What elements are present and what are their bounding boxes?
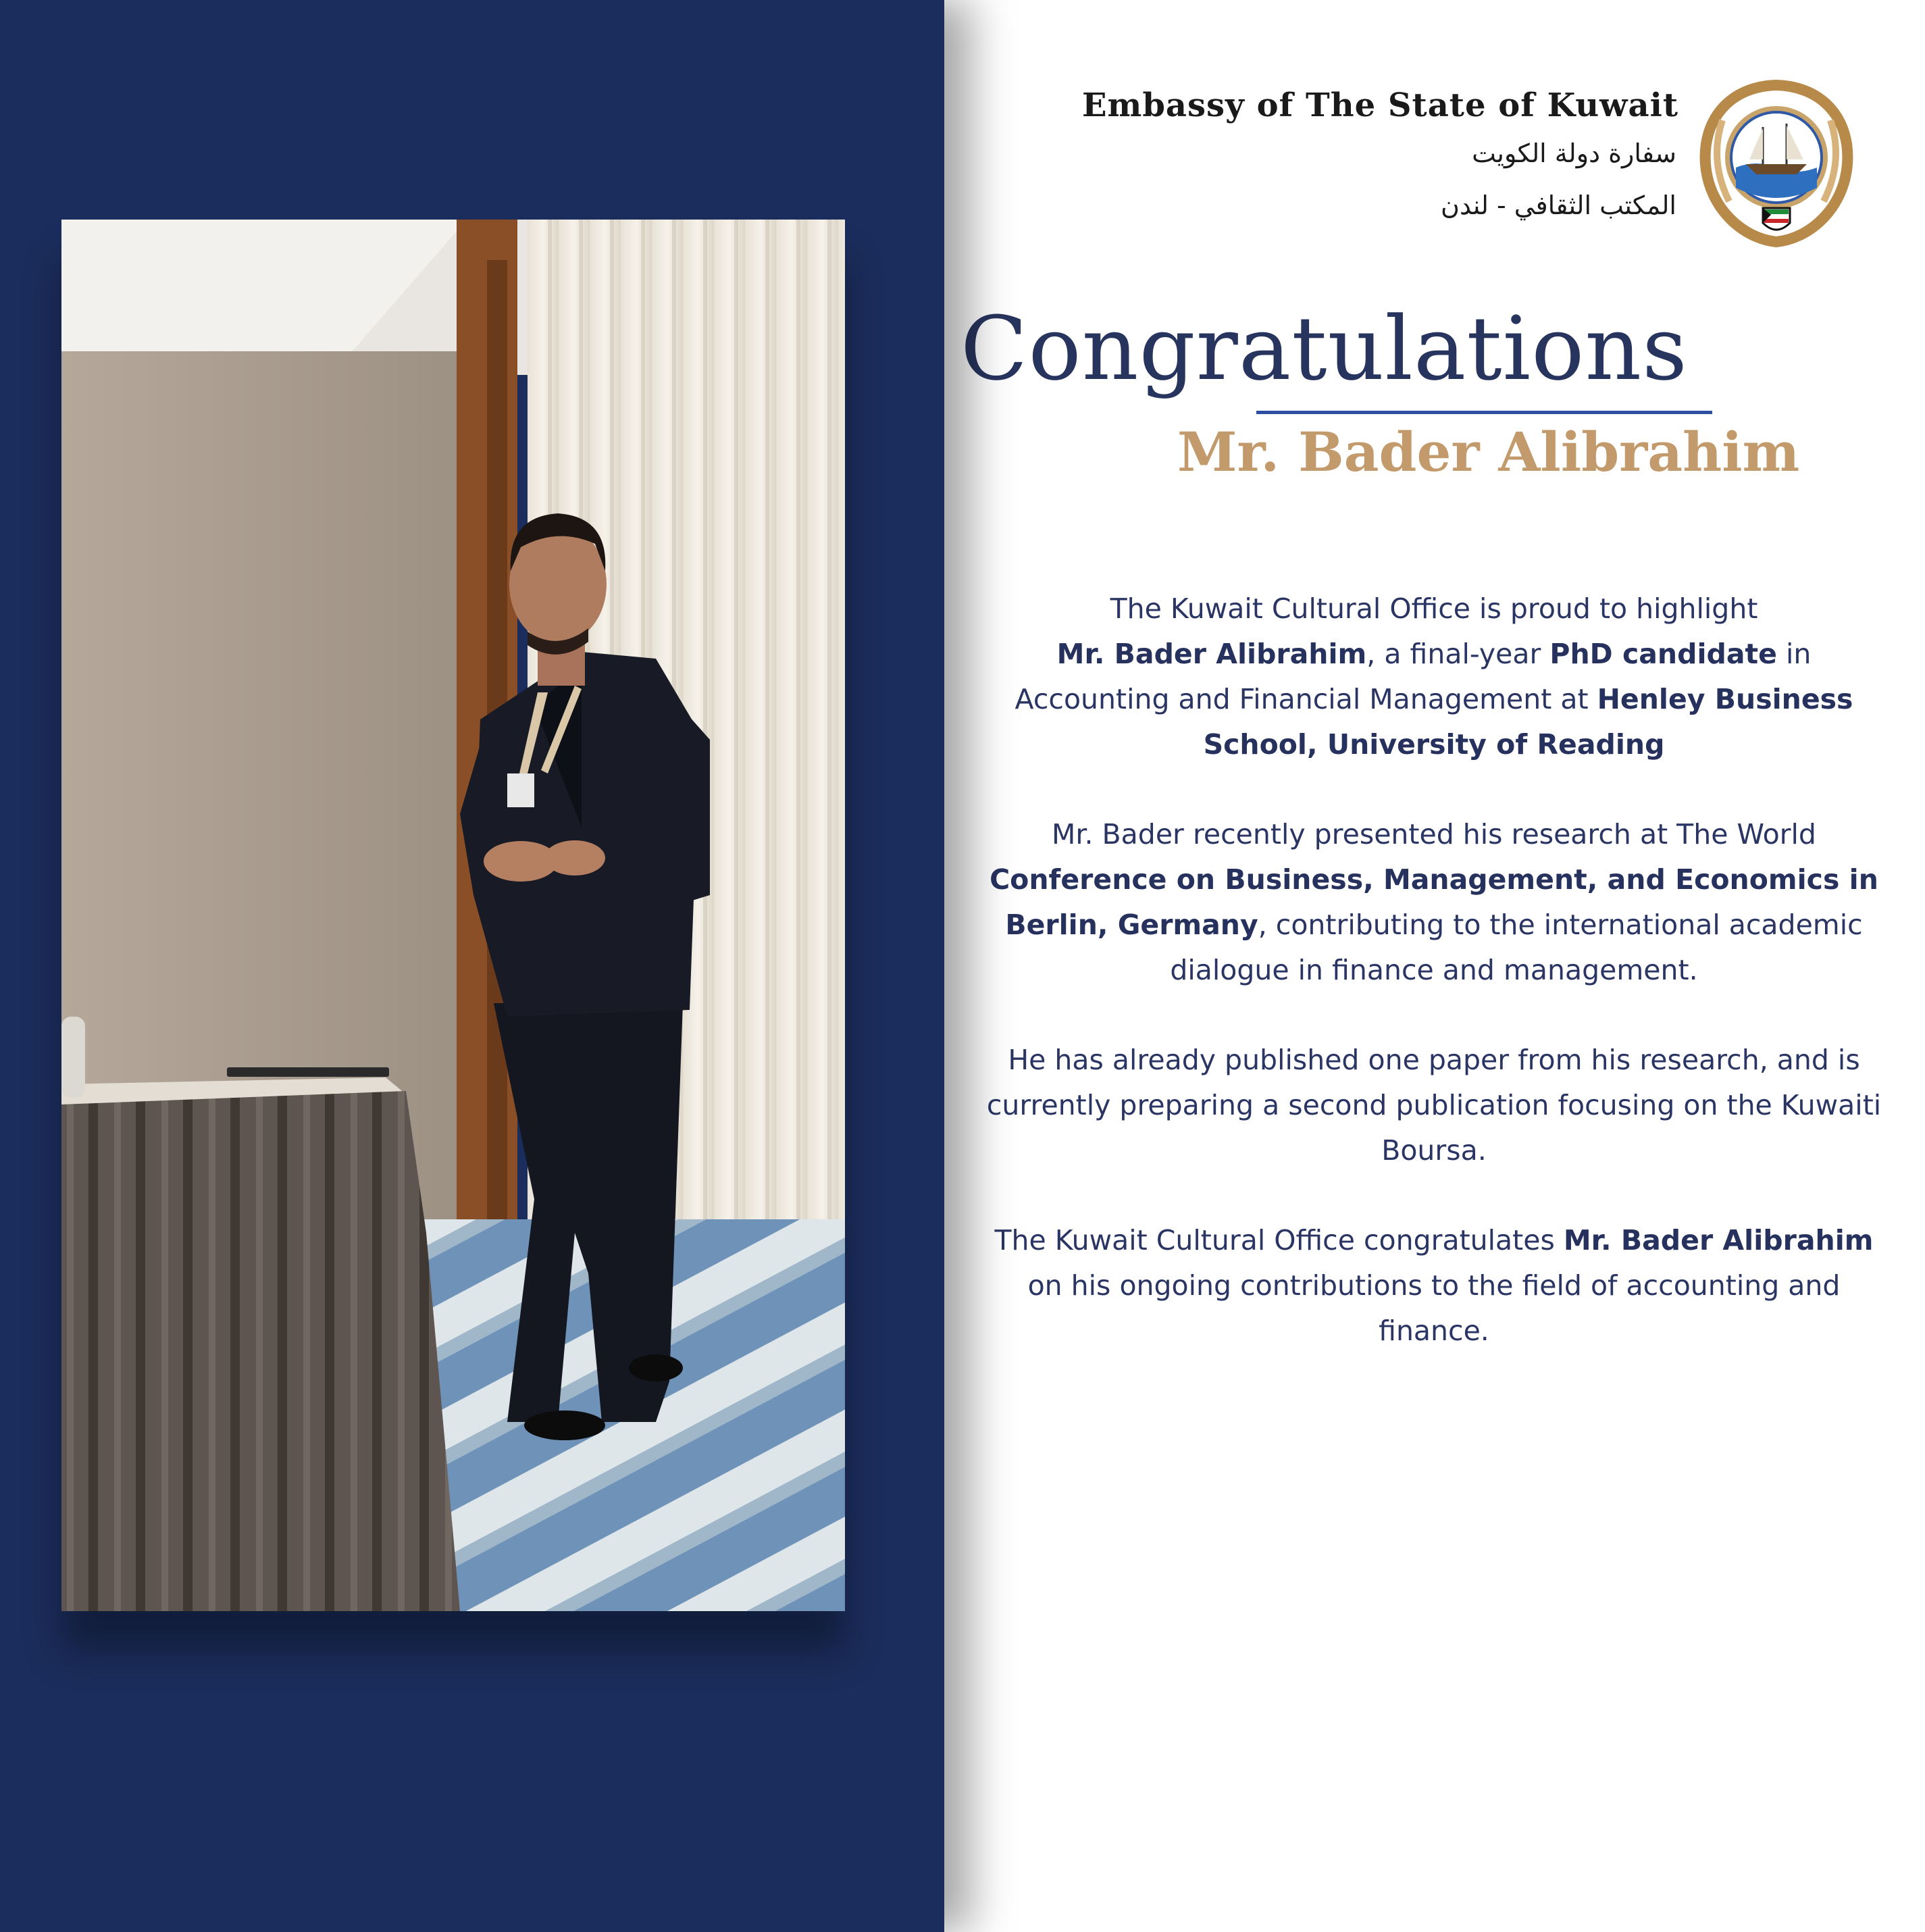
embassy-name-en: Embassy of The State of Kuwait [1081,86,1678,124]
p4-text-2: on his ongoing contributions to the field of accounting and finance. [1027,1269,1841,1347]
p1-text-1: The Kuwait Cultural Office is proud to highlight [1110,592,1758,625]
paragraph-conference [985,812,1883,993]
paragraph-intro [985,586,1883,767]
announcement-body [985,586,1883,1398]
paragraph-publications [985,1038,1883,1173]
p2-bold-conference: Conference on Business, Management, and Economics in Berlin, Germany [990,863,1878,941]
p1-text-2: , a final-year [1366,638,1550,670]
left-navy-panel [0,0,944,1932]
p2-text-2: , contributing to the international academic dialogue in finance and management. [1170,909,1863,986]
kuwait-emblem-icon [1695,80,1857,247]
p2-text-1: Mr. Bader recently presented his research at The World [1052,818,1816,850]
p3-text-1: He has already published one paper from his research, and is currently preparing a second publication focusing on the Kuwaiti Boursa. [986,1044,1882,1167]
right-content-panel [944,0,1925,1932]
p1-bold-name: Mr. Bader Alibrahim [1056,638,1367,670]
p4-text-1: The Kuwait Cultural Office congratulates [994,1224,1564,1256]
title-divider [1256,411,1712,414]
p1-bold-degree: PhD candidate [1549,638,1777,670]
embassy-header [944,0,1925,270]
p4-bold-name: Mr. Bader Alibrahim [1563,1224,1874,1256]
page-title: Congratulations [960,297,1688,400]
p1-bold-school: Henley Business School, University of Reading [1203,683,1853,761]
cultural-office-name-ar: المكتب الثقافي - لندن [1441,190,1676,220]
honoree-name: Mr. Bader Alibrahim [1177,420,1800,484]
presenter-photo [61,220,845,1611]
paragraph-closing [985,1218,1883,1354]
p1-text-3: in Accounting and Financial Management at [1015,638,1812,715]
embassy-name-ar: سفارة دولة الكويت [1472,138,1676,168]
